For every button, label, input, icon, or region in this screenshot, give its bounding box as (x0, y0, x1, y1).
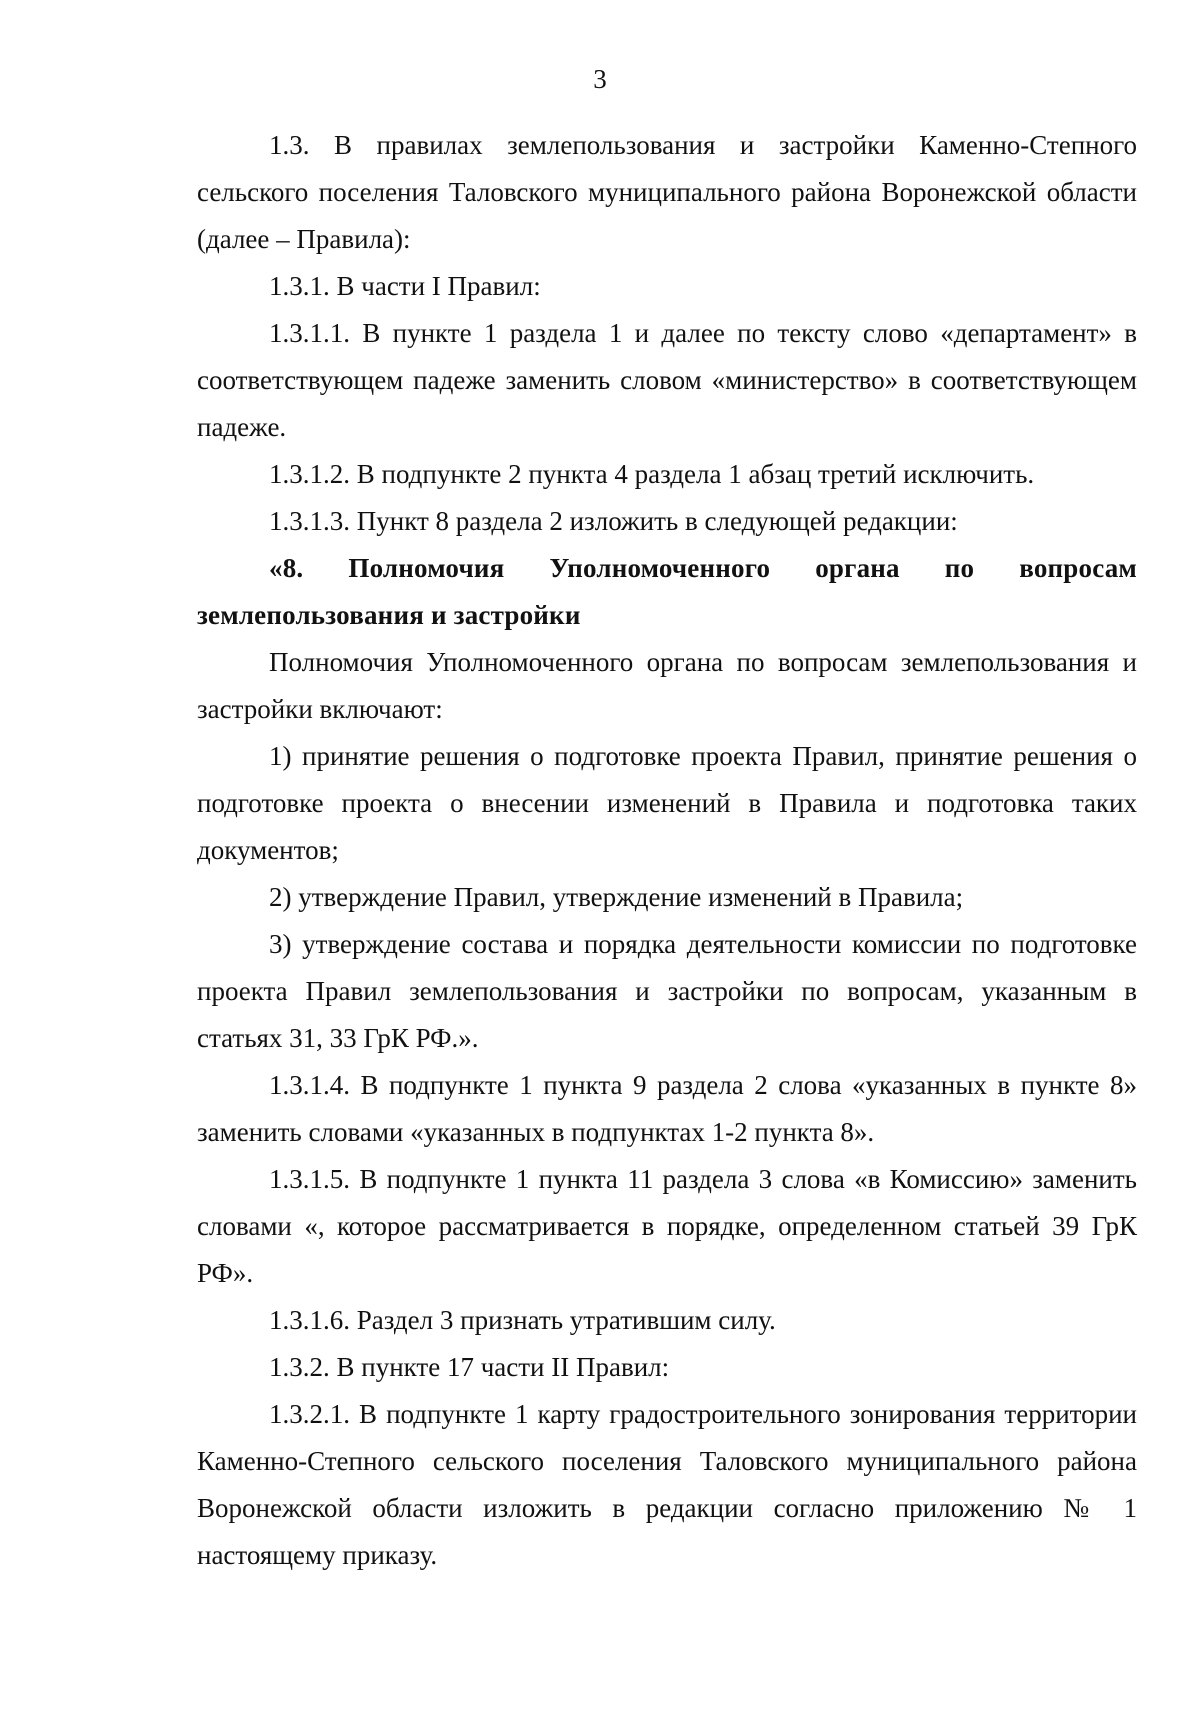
paragraph-1-3-1-5: 1.3.1.5. В подпункте 1 пункта 11 раздела 3 слова «в Комиссию» заменить словами «, которое рассматривается в порядке, определенном статьей 39 ГрК РФ». (197, 1164, 1137, 1288)
paragraph-1-3-2-1: 1.3.2.1. В подпункте 1 карту градостроительного зонирования территории Каменно-Степного сельского поселения Таловского муниципального района Воронежской области изложить в редакции согласно приложению № 1 настоящему приказу. (197, 1399, 1137, 1570)
list-item-3: 3) утверждение состава и порядка деятельности комиссии по подготовке проекта Правил землепользования и застройки по вопросам, указанным в статьях 31, 33 ГрК РФ.». (197, 929, 1137, 1053)
paragraph-1-3-1-2: 1.3.1.2. В подпункте 2 пункта 4 раздела 1 абзац третий исключить. (269, 459, 1035, 489)
paragraph-1-3: 1.3. В правилах землепользования и застройки Каменно-Степного сельского поселения Таловского муниципального района Воронежской области (далее – Правила): (197, 130, 1137, 254)
section-heading-8: «8. Полномочия Уполномоченного органа по вопросам землепользования и застройки (197, 553, 1137, 630)
paragraph-1-3-1-4: 1.3.1.4. В подпункте 1 пункта 9 раздела 2 слова «указанных в пункте 8» заменить словами «указанных в подпунктах 1-2 пункта 8». (197, 1070, 1137, 1147)
page-number: 3 (593, 64, 607, 94)
document-body (197, 122, 1137, 1579)
paragraph-1-3-1-6: 1.3.1.6. Раздел 3 признать утратившим силу. (269, 1305, 776, 1335)
paragraph-1-3-1-3: 1.3.1.3. Пункт 8 раздела 2 изложить в следующей редакции: (269, 506, 958, 536)
list-item-1: 1) принятие решения о подготовке проекта Правил, принятие решения о подготовке проекта о внесении изменений в Правила и подготовка таких документов; (197, 741, 1137, 865)
paragraph-1-3-1: 1.3.1. В части I Правил: (269, 271, 541, 301)
paragraph-1-3-1-1: 1.3.1.1. В пункте 1 раздела 1 и далее по тексту слово «департамент» в соответствующем падеже заменить словом «министерство» в соответствующем падеже. (197, 318, 1137, 442)
list-item-2: 2) утверждение Правил, утверждение изменений в Правила; (269, 882, 964, 912)
paragraph-1-3-2: 1.3.2. В пункте 17 части II Правил: (269, 1352, 670, 1382)
paragraph-powers-intro: Полномочия Уполномоченного органа по вопросам землепользования и застройки включают: (197, 647, 1137, 724)
